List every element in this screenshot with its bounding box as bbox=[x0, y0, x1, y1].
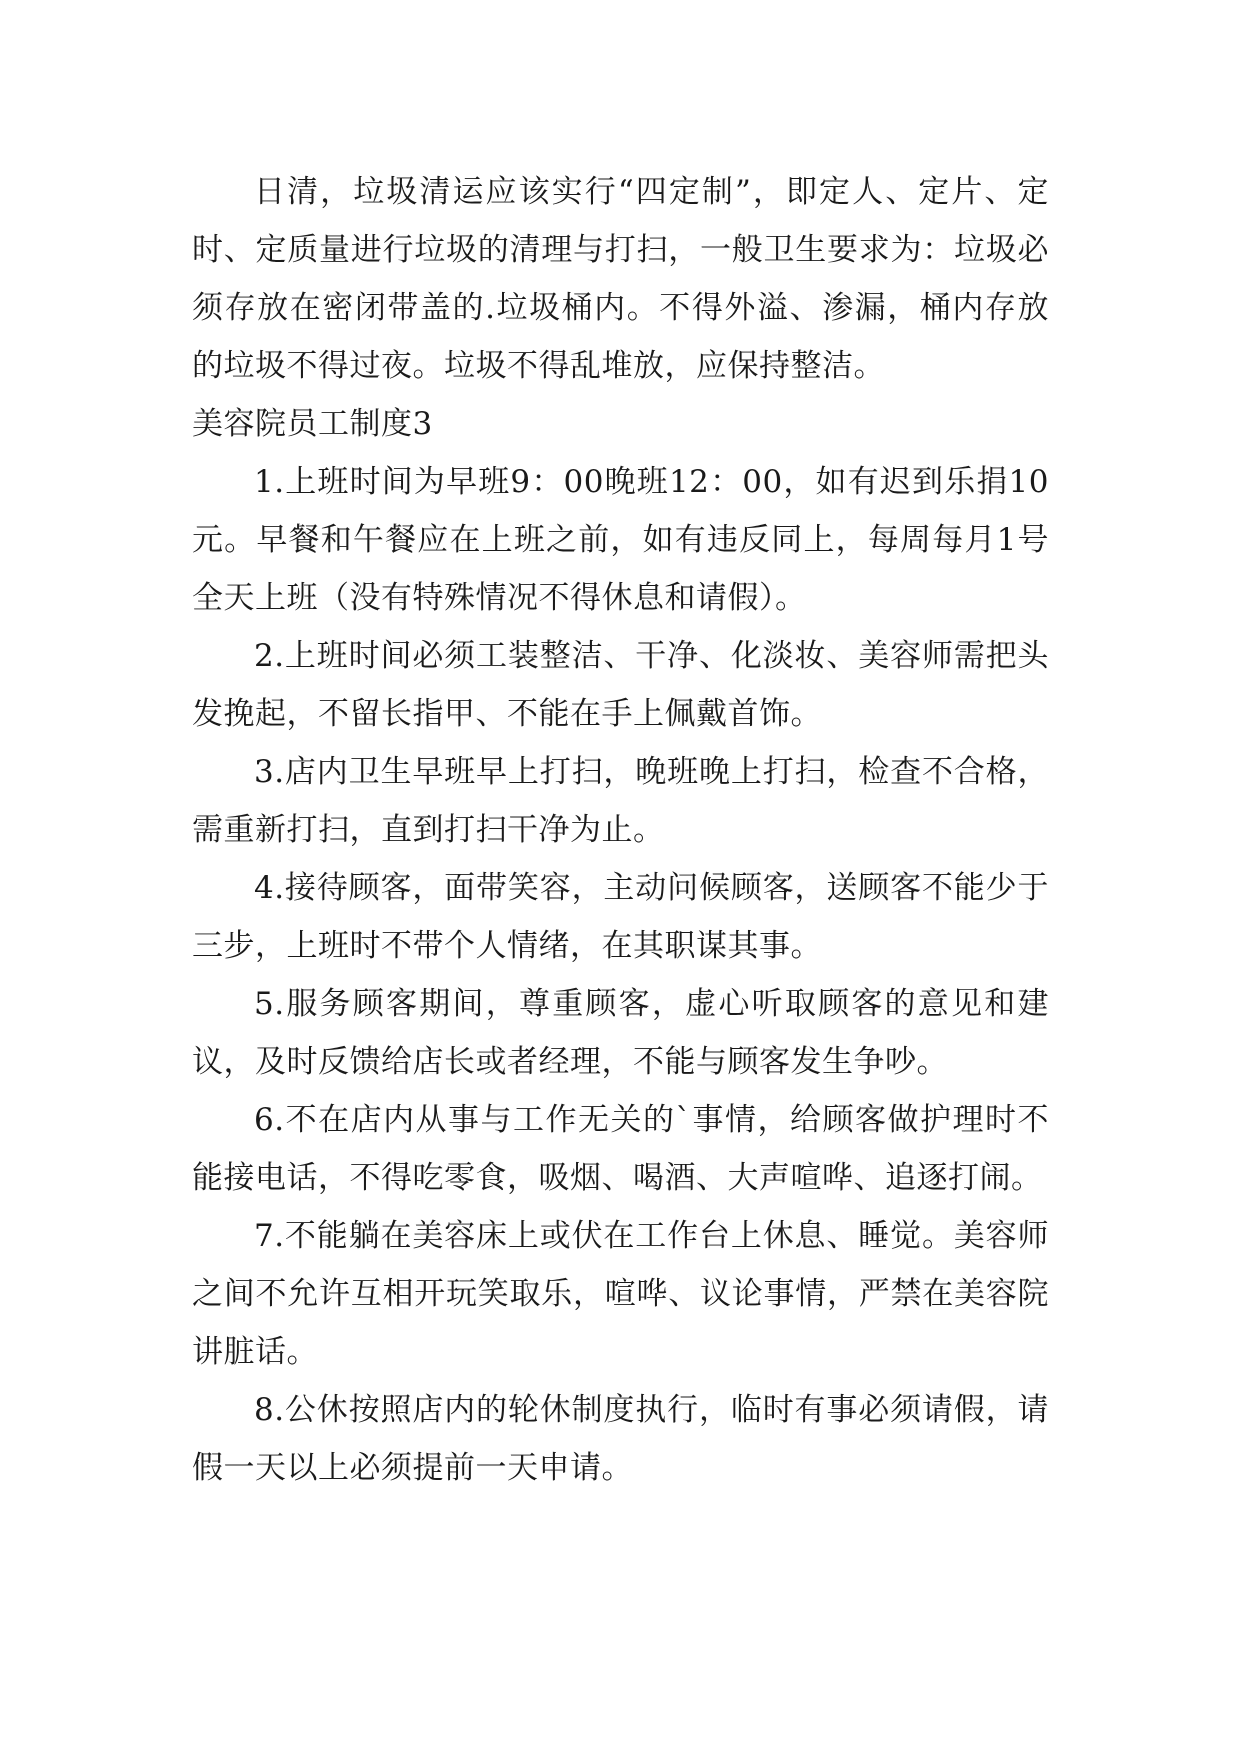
document-page bbox=[192, 163, 1049, 1497]
rule-paragraph-3: 3.店内卫生早班早上打扫，晚班晚上打扫，检查不合格，需重新打扫，直到打扫干净为止。 bbox=[192, 754, 1049, 848]
intro-paragraph: 日清，垃圾清运应该实行“四定制”，即定人、定片、定时、定质量进行垃圾的清理与打扫，一般卫生要求为：垃圾必须存放在密闭带盖的.垃圾桶内。不得外溢、渗漏，桶内存放的垃圾不得过夜。垃圾不得乱堆放，应保持整洁。 bbox=[192, 174, 1049, 384]
rule-paragraph-8: 8.公休按照店内的轮休制度执行，临时有事必须请假，请假一天以上必须提前一天申请。 bbox=[192, 1392, 1049, 1486]
rule-paragraph-7: 7.不能躺在美容床上或伏在工作台上休息、睡觉。美容师之间不允许互相开玩笑取乐，喧哗、议论事情，严禁在美容院讲脏话。 bbox=[192, 1218, 1049, 1370]
rule-paragraph-4: 4.接待顾客，面带笑容，主动问候顾客，送顾客不能少于三步，上班时不带个人情绪，在其职谋其事。 bbox=[192, 870, 1049, 964]
section-title: 美容院员工制度3 bbox=[192, 406, 433, 442]
rule-paragraph-2: 2.上班时间必须工装整洁、干净、化淡妆、美容师需把头发挽起，不留长指甲、不能在手上佩戴首饰。 bbox=[192, 638, 1049, 732]
rule-paragraph-5: 5.服务顾客期间，尊重顾客，虚心听取顾客的意见和建议，及时反馈给店长或者经理，不能与顾客发生争吵。 bbox=[192, 986, 1049, 1080]
rule-paragraph-1: 1.上班时间为早班9：00晚班12：00，如有迟到乐捐10元。早餐和午餐应在上班之前，如有违反同上，每周每月1号全天上班（没有特殊情况不得休息和请假）。 bbox=[192, 464, 1049, 616]
rule-paragraph-6: 6.不在店内从事与工作无关的`事情，给顾客做护理时不能接电话，不得吃零食，吸烟、喝酒、大声喧哗、追逐打闹。 bbox=[192, 1102, 1049, 1196]
